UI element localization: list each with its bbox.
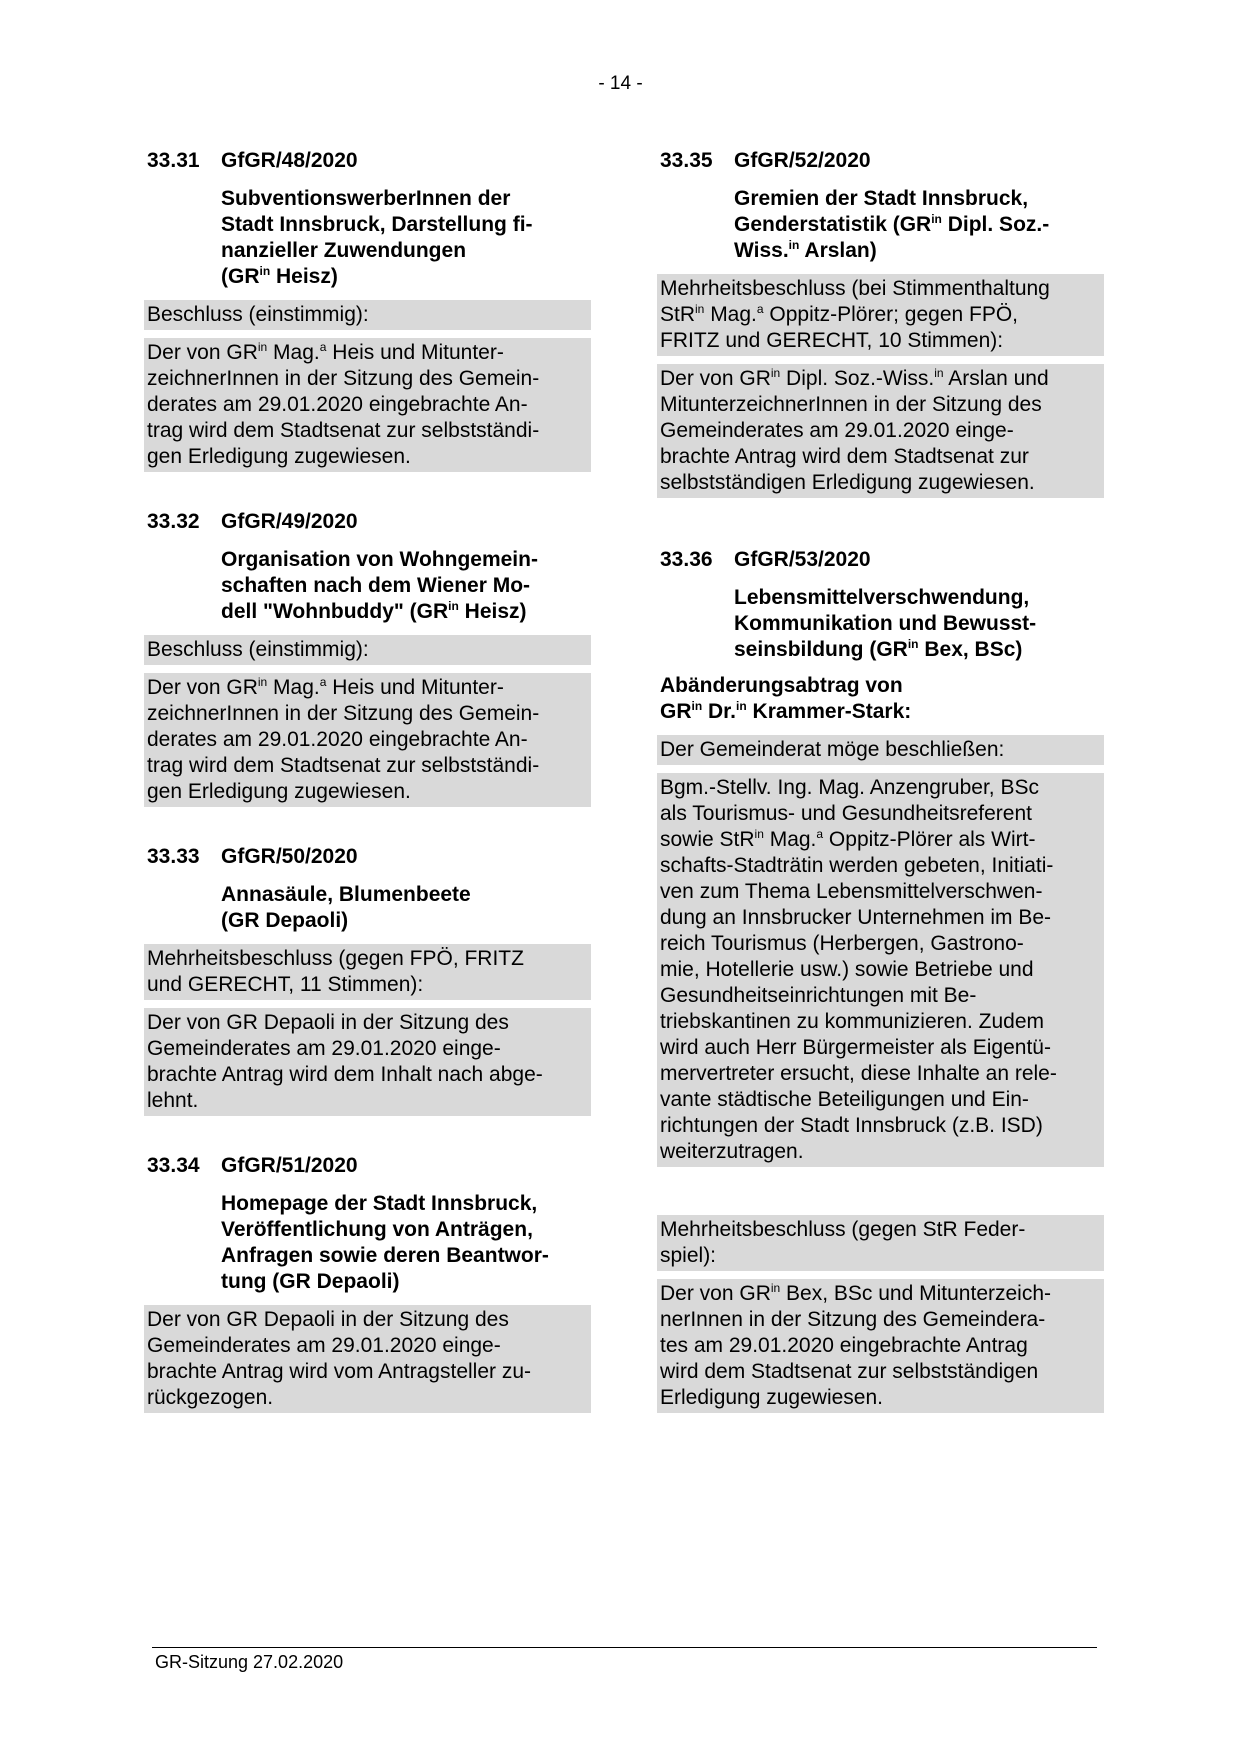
- item-number: 33.35: [660, 149, 713, 172]
- decision-text: [144, 673, 591, 807]
- item-heading: [147, 147, 591, 174]
- text-line: Annasäule, Blumenbeete: [221, 883, 471, 906]
- text-line: Der von $GR^{in}$ Mag.$^a$ Heis und Mitunter-: [147, 340, 504, 364]
- decision-text: [144, 1008, 591, 1116]
- text-line: Anfragen sowie deren Beantwor-: [221, 1244, 549, 1267]
- agenda-item-33-33: [147, 843, 591, 1116]
- right-column: [660, 147, 1104, 1449]
- item-number: 33.33: [147, 845, 200, 868]
- decision-text: [144, 1305, 591, 1413]
- text-line: schafts-Stadträtin werden gebeten, Initiati-: [660, 854, 1054, 877]
- text-line: und GERECHT, 11 Stimmen):: [147, 973, 424, 996]
- amendment-intro: [657, 735, 1104, 765]
- text-line: schaften nach dem Wiener Mo-: [221, 574, 531, 597]
- item-heading: [147, 508, 591, 535]
- item-reference: GfGR/51/2020: [221, 1154, 358, 1177]
- text-line: Lebensmittelverschwendung,: [734, 586, 1030, 609]
- agenda-item-33-36: [660, 546, 1104, 1413]
- item-number: 33.34: [147, 1154, 200, 1177]
- item-number: 33.32: [147, 510, 200, 533]
- footer-divider: [152, 1647, 1097, 1648]
- decision-label: [144, 300, 591, 330]
- text-line: als Tourismus- und Gesundheitsreferent: [660, 802, 1032, 825]
- text-line: lehnt.: [147, 1089, 199, 1112]
- text-line: dung an Innsbrucker Unternehmen im Be-: [660, 906, 1052, 929]
- agenda-item-33-32: [147, 508, 591, 807]
- text-line: dell "Wohnbuddy" ($GR^{in}$ Heisz): [221, 599, 527, 623]
- item-reference: GfGR/53/2020: [734, 548, 871, 571]
- text-line: gen Erledigung zugewiesen.: [147, 445, 411, 468]
- text-line: brachte Antrag wird vom Antragsteller zu-: [147, 1360, 532, 1383]
- text-line: $GR^{in}$ Dr.$^{in}$ Krammer-Stark:: [660, 699, 912, 723]
- item-title: [221, 1191, 591, 1295]
- text-line: brachte Antrag wird dem Inhalt nach abge-: [147, 1063, 543, 1086]
- decision-label: [144, 635, 591, 665]
- text-line: SubventionswerberInnen der: [221, 187, 511, 210]
- text-line: brachte Antrag wird dem Stadtsenat zur: [660, 445, 1029, 468]
- text-line: weiterzutragen.: [660, 1140, 804, 1163]
- text-line: wird auch Herr Bürgermeister als Eigentü-: [660, 1036, 1051, 1059]
- item-heading: [660, 147, 1104, 174]
- agenda-item-33-34: [147, 1152, 591, 1413]
- decision-label: [657, 1215, 1104, 1271]
- item-reference: GfGR/52/2020: [734, 149, 871, 172]
- text-line: richtungen der Stadt Innsbruck (z.B. ISD): [660, 1114, 1043, 1137]
- text-line: Beschluss (einstimmig):: [147, 303, 369, 326]
- text-line: zeichnerInnen in der Sitzung des Gemein-: [147, 702, 540, 725]
- text-line: Der von $GR^{in}$ Dipl. Soz.-Wiss.$^{in}$ Arslan und: [660, 366, 1049, 390]
- text-line: reich Tourismus (Herbergen, Gastrono-: [660, 932, 1024, 955]
- text-line: triebskantinen zu kommunizieren. Zudem: [660, 1010, 1045, 1033]
- text-line: (GR Depaoli): [221, 909, 349, 932]
- item-title: [734, 186, 1104, 264]
- text-line: Gemeinderates am 29.01.2020 einge-: [660, 419, 1014, 442]
- item-reference: GfGR/50/2020: [221, 845, 358, 868]
- text-line: rückgezogen.: [147, 1386, 274, 1409]
- item-title: [221, 547, 591, 625]
- text-line: tes am 29.01.2020 eingebrachte Antrag: [660, 1334, 1028, 1357]
- text-line: tung (GR Depaoli): [221, 1270, 400, 1293]
- agenda-item-33-35: [660, 147, 1104, 498]
- item-title: [734, 585, 1104, 663]
- decision-text: [657, 364, 1104, 498]
- agenda-item-33-31: [147, 147, 591, 472]
- text-line: Stadt Innsbruck, Darstellung fi-: [221, 213, 533, 236]
- decision-text: [144, 338, 591, 472]
- item-heading: [147, 1152, 591, 1179]
- text-line: Abänderungsabtrag von: [660, 674, 903, 697]
- text-line: derates am 29.01.2020 eingebrachte An-: [147, 393, 528, 416]
- left-column: [147, 147, 591, 1449]
- decision-label: [657, 274, 1104, 356]
- text-line: Wiss.$^{in}$ Arslan): [734, 238, 877, 262]
- text-line: gen Erledigung zugewiesen.: [147, 780, 411, 803]
- text-line: Erledigung zugewiesen.: [660, 1386, 883, 1409]
- text-line: sowie StR$^{in}$ Mag.$^a$ Oppitz-Plörer als Wirt-: [660, 827, 1036, 851]
- text-line: StR$^{in}$ Mag.$^a$ Oppitz-Plörer; gegen FPÖ,: [660, 302, 1019, 326]
- text-line: Gremien der Stadt Innsbruck,: [734, 187, 1029, 210]
- text-line: mervertreter ersucht, diese Inhalte an rele-: [660, 1062, 1057, 1085]
- item-title: [221, 186, 591, 290]
- text-line: trag wird dem Stadtsenat zur selbstständi-: [147, 754, 540, 777]
- text-line: Kommunikation und Bewusst-: [734, 612, 1037, 635]
- text-line: Der von GR Depaoli in der Sitzung des: [147, 1011, 509, 1034]
- text-line: MitunterzeichnerInnen in der Sitzung des: [660, 393, 1042, 416]
- text-line: selbstständigen Erledigung zugewiesen.: [660, 471, 1035, 494]
- text-line: Gemeinderates am 29.01.2020 einge-: [147, 1037, 501, 1060]
- page-number: - 14 -: [598, 73, 643, 94]
- text-line: seinsbildung ($GR^{in}$ Bex, BSc): [734, 637, 1023, 661]
- text-line: Mehrheitsbeschluss (gegen StR Feder-: [660, 1218, 1026, 1241]
- text-line: Organisation von Wohngemein-: [221, 548, 538, 571]
- text-line: Homepage der Stadt Innsbruck,: [221, 1192, 538, 1215]
- text-line: nanzieller Zuwendungen: [221, 239, 467, 262]
- amendment-text: [657, 773, 1104, 1167]
- text-line: FRITZ und GERECHT, 10 Stimmen):: [660, 329, 1004, 352]
- text-line: Der von $GR^{in}$ Bex, BSc und Mitunterzeich-: [660, 1281, 1052, 1305]
- text-line: Genderstatistik ($GR^{in}$ Dipl. Soz.-: [734, 212, 1050, 236]
- decision-text: [657, 1279, 1104, 1413]
- text-line: Gesundheitseinrichtungen mit Be-: [660, 984, 977, 1007]
- footer-text: GR-Sitzung 27.02.2020: [155, 1652, 344, 1672]
- text-line: Gemeinderates am 29.01.2020 einge-: [147, 1334, 501, 1357]
- text-line: wird dem Stadtsenat zur selbstständigen: [660, 1360, 1039, 1383]
- item-reference: GfGR/49/2020: [221, 510, 358, 533]
- text-line: nerInnen in der Sitzung des Gemeindera-: [660, 1308, 1046, 1331]
- text-line: Beschluss (einstimmig):: [147, 638, 369, 661]
- text-line: vante städtische Beteiligungen und Ein-: [660, 1088, 1029, 1111]
- item-heading: [660, 546, 1104, 573]
- text-line: Veröffentlichung von Anträgen,: [221, 1218, 533, 1241]
- item-number: 33.31: [147, 149, 200, 172]
- item-heading: [147, 843, 591, 870]
- text-line: ($GR^{in}$ Heisz): [221, 264, 338, 288]
- text-line: trag wird dem Stadtsenat zur selbstständi-: [147, 419, 540, 442]
- text-line: Der Gemeinderat möge beschließen:: [660, 738, 1005, 761]
- text-line: spiel):: [660, 1244, 717, 1267]
- item-number: 33.36: [660, 548, 713, 571]
- text-line: Mehrheitsbeschluss (gegen FPÖ, FRITZ: [147, 947, 524, 970]
- decision-label: [144, 944, 591, 1000]
- amendment-heading: [660, 673, 1104, 725]
- text-line: mie, Hotellerie usw.) sowie Betriebe und: [660, 958, 1034, 981]
- item-title: [221, 882, 591, 934]
- text-line: Der von $GR^{in}$ Mag.$^a$ Heis und Mitunter-: [147, 675, 504, 699]
- text-line: Bgm.-Stellv. Ing. Mag. Anzengruber, BSc: [660, 776, 1039, 799]
- item-reference: GfGR/48/2020: [221, 149, 358, 172]
- text-line: zeichnerInnen in der Sitzung des Gemein-: [147, 367, 540, 390]
- text-line: derates am 29.01.2020 eingebrachte An-: [147, 728, 528, 751]
- text-line: Der von GR Depaoli in der Sitzung des: [147, 1308, 509, 1331]
- text-line: Mehrheitsbeschluss (bei Stimmenthaltung: [660, 277, 1050, 300]
- text-line: ven zum Thema Lebensmittelverschwen-: [660, 880, 1043, 903]
